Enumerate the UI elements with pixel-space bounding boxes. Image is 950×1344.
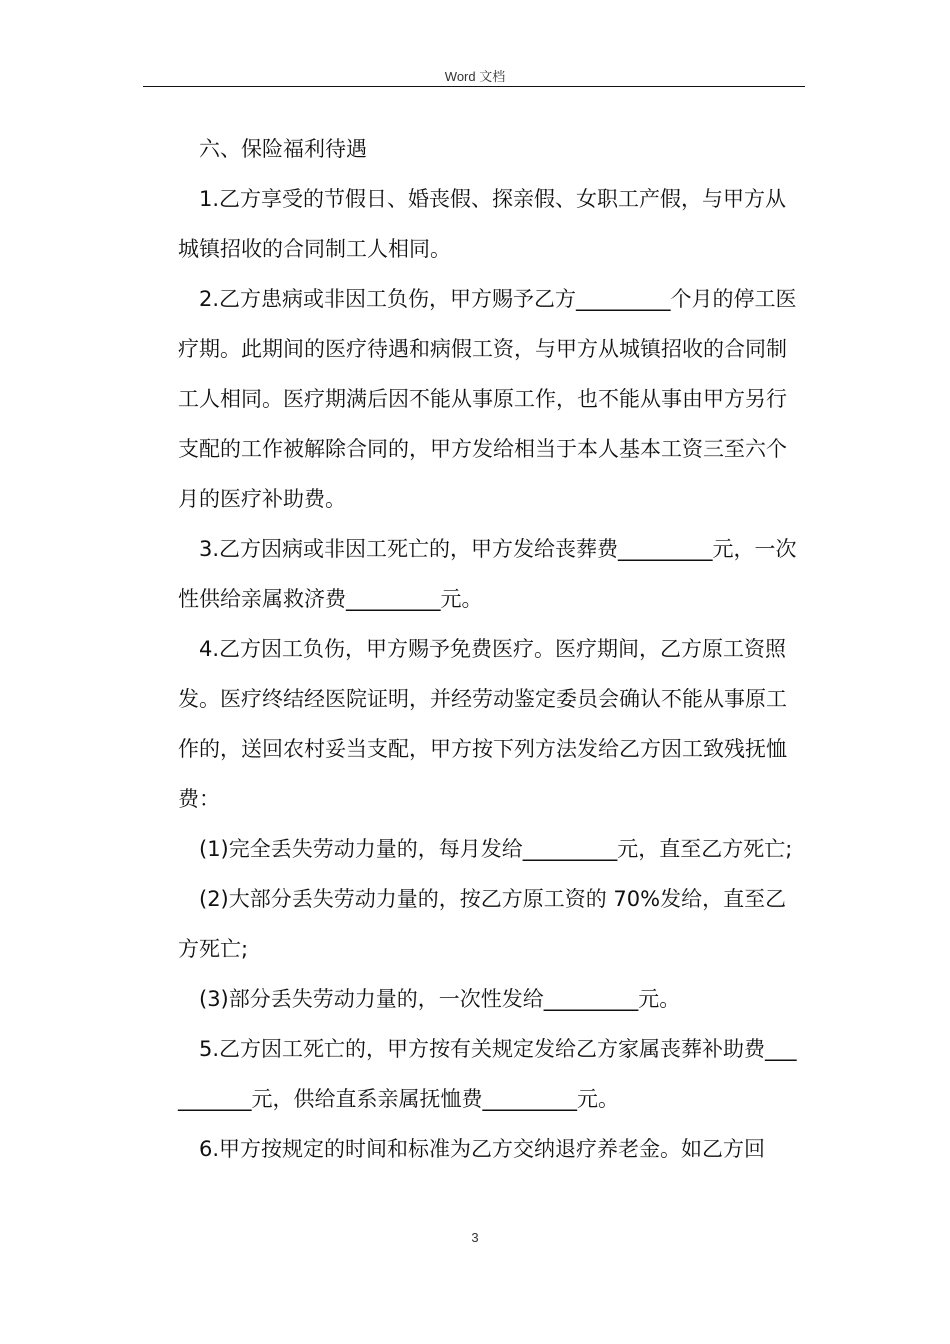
- paragraph-4: 4.乙方因工负伤，甲方赐予免费医疗。医疗期间，乙方原工资照发。医疗终结经医院证明，并经劳动鉴定委员会确认不能从事原工作的，送回农村妥当支配，甲方按下列方法发给乙方因工致残抚恤费：: [178, 637, 787, 811]
- paragraph-5: 5.乙方因工死亡的，甲方按有关规定发给乙方家属丧葬补助费__________元，供给直系亲属抚恤费_________元。: [178, 1037, 797, 1111]
- paragraph-4-item-3: (3)部分丢失劳动力量的，一次性发给_________元。: [199, 987, 681, 1011]
- document-body: [178, 124, 798, 1174]
- paragraph-1: 1.乙方享受的节假日、婚丧假、探亲假、女职工产假，与甲方从城镇招收的合同制工人相同。: [178, 187, 787, 261]
- paragraph-4-item-1: (1)完全丢失劳动力量的，每月发给_________元，直至乙方死亡;: [199, 837, 793, 861]
- paragraph-6: 6.甲方按规定的时间和标准为乙方交纳退疗养老金。如乙方回: [199, 1137, 766, 1161]
- paragraph-2: 2.乙方患病或非因工负伤，甲方赐予乙方_________个月的停工医疗期。此期间的医疗待遇和病假工资，与甲方从城镇招收的合同制工人相同。医疗期满后因不能从事原工作，也不能从事由甲方另行支配的工作被解除合同的，甲方发给相当于本人基本工资三至六个月的医疗补助费。: [178, 287, 797, 511]
- section-heading: 六、保险福利待遇: [199, 137, 367, 161]
- header-rule: [143, 86, 805, 87]
- page-header: Word 文档: [444, 69, 506, 84]
- paragraph-4-item-2: (2)大部分丢失劳动力量的，按乙方原工资的 70%发给，直至乙方死亡;: [178, 887, 787, 961]
- page-number: 3: [471, 1230, 479, 1245]
- paragraph-3: 3.乙方因病或非因工死亡的，甲方发给丧葬费_________元，一次性供给亲属救济费_________元。: [178, 537, 797, 611]
